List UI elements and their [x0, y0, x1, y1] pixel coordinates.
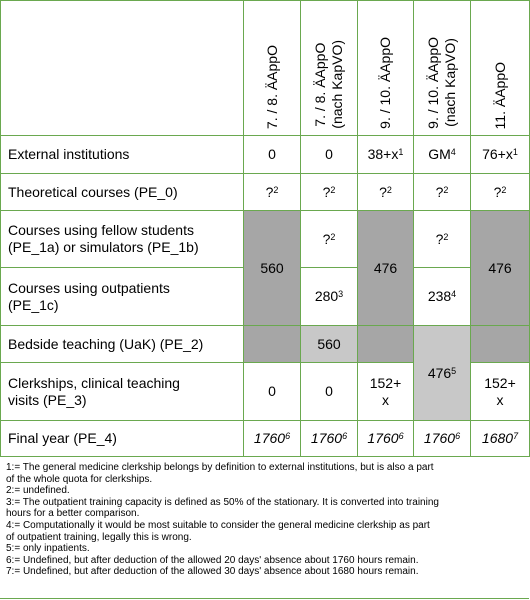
cell: 560: [301, 326, 358, 363]
cell-value: ?: [379, 183, 387, 200]
cell: [301, 174, 358, 211]
footnote-ref: 6: [342, 431, 348, 441]
bottom-rule: [0, 598, 529, 599]
cell: [471, 363, 530, 421]
cell-value: ?: [435, 230, 444, 247]
footnote-ref: 5: [451, 365, 457, 376]
cell: [471, 174, 530, 211]
footnote-line: of the whole quota for clerkships.: [6, 473, 153, 485]
footnote-line: of outpatient training, legally this is wrong.: [6, 531, 192, 543]
cell: [301, 211, 358, 268]
footnote-ref: 2: [443, 231, 449, 242]
table-row: [1, 174, 530, 211]
row-label-line: Clerkships, clinical teaching: [8, 374, 180, 391]
cell: [358, 421, 414, 457]
header-blank-cell: [1, 1, 244, 136]
footnotes: [6, 462, 526, 578]
footnote-ref: 6: [285, 431, 291, 441]
row-label-line: visits (PE_3): [8, 391, 87, 408]
column-header-1: [244, 1, 301, 136]
cell: [414, 211, 471, 268]
column-header-label: 7. / 8. ÄAppO: [263, 44, 280, 129]
footnote-ref: 2: [330, 231, 336, 242]
merged-cell: 476: [471, 211, 530, 326]
cell: [244, 174, 301, 211]
cell: 0: [244, 363, 301, 421]
footnote-line: 3:= The outpatient training capacity is defined as 50% of the stationary. It is converted into training: [6, 496, 439, 508]
cell-value: 476: [427, 364, 452, 381]
cell: [414, 421, 471, 457]
footnote-ref: 2: [273, 184, 279, 195]
footnote-ref: 4: [450, 147, 456, 157]
table-row: [1, 326, 530, 363]
footnote-ref: 2: [501, 184, 507, 195]
cell-value: ?: [435, 183, 444, 200]
cell-value: ?: [322, 230, 331, 247]
cell-value: 1760: [253, 430, 286, 446]
cell: [414, 136, 471, 174]
footnote-ref: 6: [455, 431, 461, 441]
row-label: External institutions: [1, 136, 244, 174]
cell: [471, 421, 530, 457]
cell-value: ?: [322, 183, 331, 200]
column-header-label: 9. / 10. ÄAppO: [425, 37, 441, 129]
column-header-4: [414, 1, 471, 136]
cell-value: 38+x: [367, 146, 399, 162]
cell: [414, 268, 471, 326]
footnote-line: 1:= The general medicine clerkship belongs by definition to external institutions, but is also a part: [6, 462, 434, 473]
table-row: [1, 136, 530, 174]
cell: 0: [244, 136, 301, 174]
column-header-5: [471, 1, 530, 136]
footnote-ref: 4: [451, 289, 457, 299]
footnote-ref: 2: [330, 184, 336, 195]
cell-value: 1680: [481, 430, 514, 446]
row-label-line: (PE_1a) or simulators (PE_1b): [8, 239, 199, 255]
cell: [358, 174, 414, 211]
cell-value: x: [382, 391, 389, 408]
cell: 0: [301, 136, 358, 174]
merged-cell: [414, 326, 471, 421]
footnote-line: 6:= Undefined, but after deduction of the allowed 20 days' absence about 1760 hours remain.: [6, 554, 419, 566]
cell-value: 152+: [369, 374, 402, 391]
table-row: [1, 421, 530, 457]
column-header-label: 11. ÄAppO: [491, 61, 508, 129]
cell: 0: [301, 363, 358, 421]
row-label-line: Courses using outpatients: [8, 279, 170, 296]
row-label: Final year (PE_4): [1, 421, 244, 457]
cell: [471, 326, 530, 363]
cell: [471, 136, 530, 174]
footnote-ref: 2: [386, 184, 392, 195]
merged-cell: 476: [358, 211, 414, 326]
footnote-ref: 1: [512, 147, 518, 157]
cell-value: x: [496, 391, 504, 408]
row-label-line: Courses using fellow students: [8, 222, 194, 238]
footnote-line: 7:= Undefined, but after deduction of the allowed 30 days' absence about 1680 hours remain.: [6, 566, 419, 578]
column-header-label: 9. / 10. ÄAppO: [377, 37, 393, 129]
footnote-line: hours for a better comparison.: [6, 508, 140, 520]
column-header-3: [358, 1, 414, 136]
cell-value: ?: [265, 183, 274, 200]
cell: [301, 268, 358, 326]
cell: [358, 326, 414, 363]
cell-value: 238: [427, 288, 452, 304]
footnote-ref: 7: [513, 431, 519, 441]
cell-value: 1760: [310, 430, 343, 446]
row-label: [1, 211, 244, 268]
cell: [244, 421, 301, 457]
row-label: [1, 363, 244, 421]
column-header-sublabel: (nach KapVO): [329, 40, 345, 129]
column-header-label: 7. / 8. ÄAppO: [312, 42, 328, 127]
header-row: [1, 1, 530, 136]
row-label: Bedside teaching (UaK) (PE_2): [1, 326, 244, 363]
cell-value: 280: [314, 288, 339, 304]
footnote-line: 4:= Computationally it would be most suitable to consider the general medicine clerkship as part: [6, 519, 430, 531]
footnote-line: 2:= undefined.: [6, 485, 70, 497]
cell-value: 1760: [423, 430, 456, 446]
column-header-2: [301, 1, 358, 136]
table-row: [1, 211, 530, 268]
footnote-ref: 1: [398, 147, 404, 157]
row-label-line: (PE_1c): [8, 296, 59, 313]
row-label: Theoretical courses (PE_0): [1, 174, 244, 211]
cell-value: 76+x: [482, 146, 513, 162]
column-header-sublabel: (nach KapVO): [442, 38, 458, 128]
cell-value: 1760: [367, 430, 399, 446]
footnote-ref: 2: [443, 184, 449, 195]
cell: [301, 421, 358, 457]
cell: [358, 136, 414, 174]
cell-value: GM: [428, 146, 451, 162]
cell-value: ?: [493, 183, 502, 200]
cell: [244, 326, 301, 363]
cell: [358, 363, 414, 421]
cell-value: 152+: [484, 374, 516, 391]
merged-cell: 560: [244, 211, 301, 326]
footnote-ref: 6: [398, 431, 404, 441]
footnote-line: 5:= only inpatients.: [6, 543, 90, 555]
cell: [414, 174, 471, 211]
footnote-ref: 3: [338, 289, 344, 299]
row-label: [1, 268, 244, 326]
